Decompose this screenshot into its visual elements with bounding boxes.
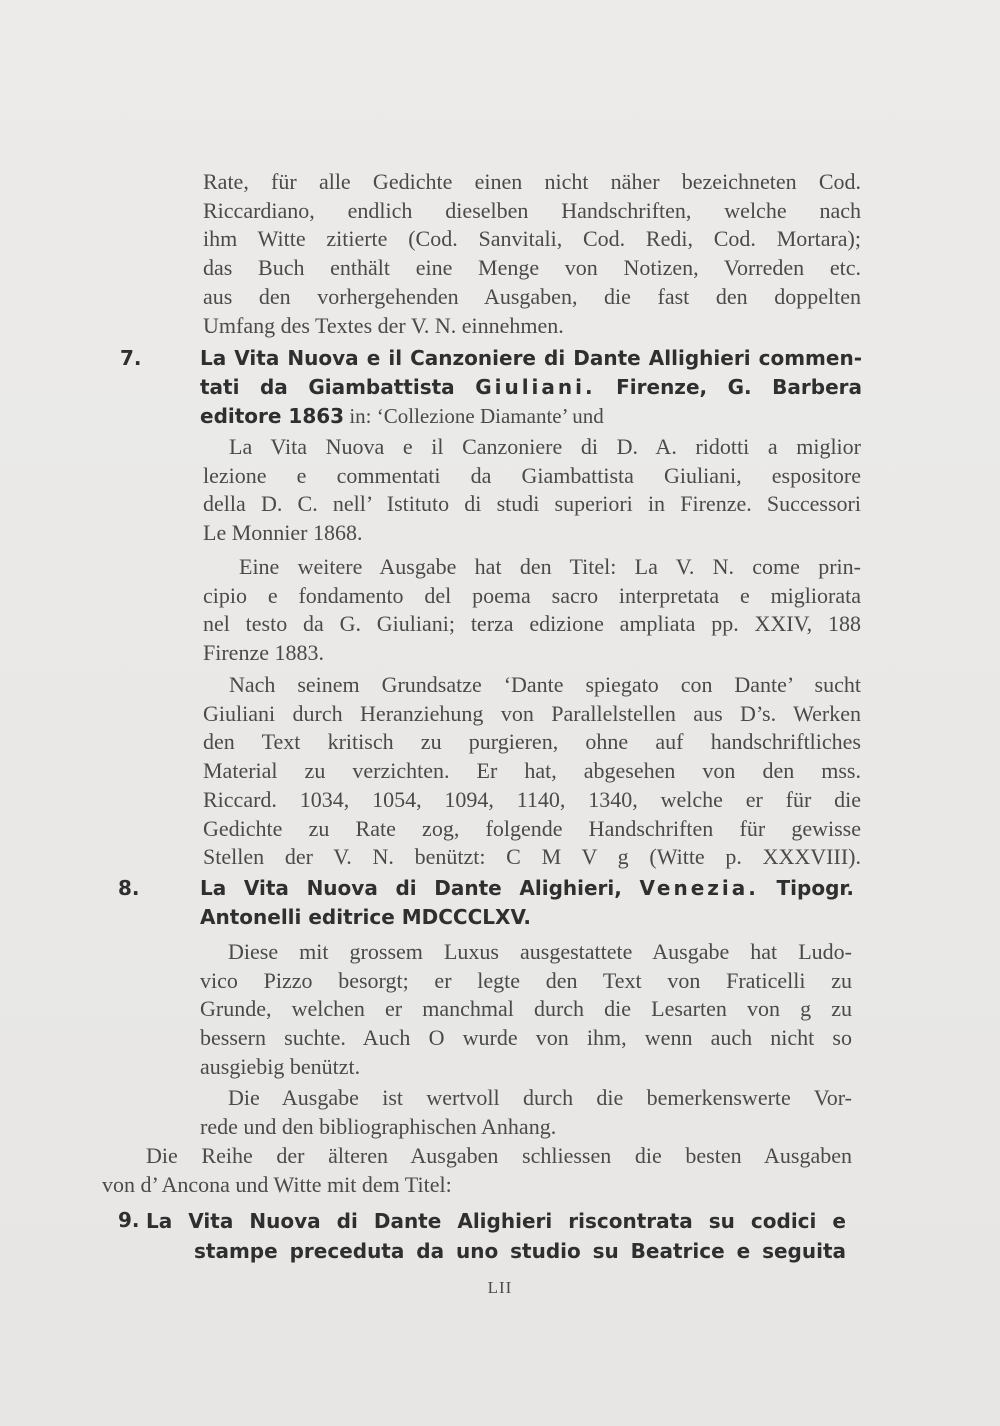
transition-paragraph	[102, 1142, 852, 1199]
text-line: Material zu verzichten. Er hat, abgesehen von den mss.	[203, 758, 861, 784]
text-line: della D. C. nell’ Istituto di studi superiori in Firenze. Successori	[203, 491, 861, 517]
entry-7-heading	[200, 344, 862, 431]
entry-8-paragraph-2	[200, 1084, 852, 1141]
text-line: aus den vorhergehenden Ausgaben, die fast den doppelten	[203, 283, 861, 309]
heading-text: La Vita Nuova di Dante Alighieri,	[200, 876, 640, 900]
text-line: Eine weitere Ausgabe hat den Titel: La V. N. come prin-	[239, 554, 861, 579]
text-line: rede und den bibliographischen Anhang.	[200, 1113, 557, 1139]
entry-9-number: 9.	[118, 1208, 140, 1232]
heading-text: tati da Giambattista	[200, 375, 476, 399]
text-line: Firenze 1883.	[203, 640, 324, 666]
text-line: Die Ausgabe ist wertvoll durch die bemerkenswerte Vor-	[228, 1085, 852, 1110]
entry-7-paragraph-1	[203, 433, 861, 548]
text-line: vico Pizzo besorgt; er legte den Text von Fraticelli zu	[200, 967, 852, 993]
spaced-place: Venezia.	[639, 876, 759, 900]
heading-line: La Vita Nuova e il Canzoniere di Dante Allighieri commen-	[200, 346, 862, 370]
text-line: Stellen der V. N. benützt: C M V g (Witte p. XXXVIII).	[203, 844, 861, 870]
heading-line	[200, 402, 862, 431]
heading-line: La Vita Nuova di Dante Alighieri riscontrata su codici e	[146, 1209, 846, 1233]
text-line: Nach seinem Grundsatze ‘Dante spiegato con Dante’ sucht	[229, 672, 861, 697]
heading-line: stampe preceduta da uno studio su Beatrice e seguita	[194, 1239, 846, 1263]
entry-8-paragraph-1	[200, 938, 852, 1082]
heading-text: Firenze, G. Barbera	[595, 375, 862, 399]
entry-7-paragraph-2	[203, 553, 861, 668]
text-line: bessern suchte. Auch O wurde von ihm, wenn auch nicht so	[200, 1025, 852, 1051]
text-line: Giuliani durch Heranziehung von Parallelstellen aus D’s. Werken	[203, 700, 861, 726]
entry-7-number: 7.	[120, 346, 142, 370]
text-line: ihm Witte zitierte (Cod. Sanvitali, Cod. Redi, Cod. Mortara);	[203, 226, 861, 252]
text-line: cipio e fondamento del poema sacro interpretata e migliorata	[203, 582, 861, 608]
text-line: Le Monnier 1868.	[203, 520, 363, 546]
text-line: Riccardiano, endlich dieselben Handschriften, welche nach	[203, 197, 861, 223]
text-line: Riccard. 1034, 1054, 1094, 1140, 1340, welche er für die	[203, 786, 861, 812]
text-line: Grunde, welchen er manchmal durch die Lesarten von g zu	[200, 996, 852, 1022]
entry-7-paragraph-3	[203, 671, 861, 872]
heading-text: Tipogr.	[758, 876, 855, 900]
text-line: den Text kritisch zu purgieren, ohne auf handschriftliches	[203, 729, 861, 755]
text-line: Umfang des Textes der V. N. einnehmen.	[203, 312, 564, 338]
heading-line	[200, 373, 862, 402]
heading-text: editore 1863	[200, 404, 345, 428]
text-line: nel testo da G. Giuliani; terza edizione ampliata pp. XXIV, 188	[203, 611, 861, 637]
heading-line: Antonelli editrice MDCCCLXV.	[200, 905, 531, 929]
intro-paragraph	[203, 168, 861, 340]
text-line: das Buch enthält eine Menge von Notizen, Vorreden etc.	[203, 255, 861, 281]
text-line: lezione e commentati da Giambattista Giuliani, espositore	[203, 462, 861, 488]
text-line: La Vita Nuova e il Canzoniere di D. A. ridotti a miglior	[229, 434, 861, 459]
text-line: Die Reihe der älteren Ausgaben schliessen die besten Ausgaben	[146, 1143, 852, 1168]
heading-line	[200, 874, 854, 903]
heading-continuation: in: ‘Collezione Diamante’ und	[344, 404, 604, 428]
entry-8-number: 8.	[118, 876, 140, 900]
text-line: von d’ Ancona und Witte mit dem Titel:	[102, 1171, 452, 1197]
entry-8-heading	[200, 874, 854, 932]
text-line: Diese mit grossem Luxus ausgestattete Ausgabe hat Ludo-	[228, 939, 852, 964]
text-line: ausgiebig benützt.	[200, 1053, 361, 1079]
entry-9-heading	[146, 1206, 846, 1266]
text-line: Gedichte zu Rate zog, folgende Handschriften für gewisse	[203, 815, 861, 841]
text-line: Rate, für alle Gedichte einen nicht näher bezeichneten Cod.	[203, 169, 861, 194]
spaced-name: Giuliani.	[475, 375, 596, 399]
page-number: LII	[487, 1278, 513, 1297]
